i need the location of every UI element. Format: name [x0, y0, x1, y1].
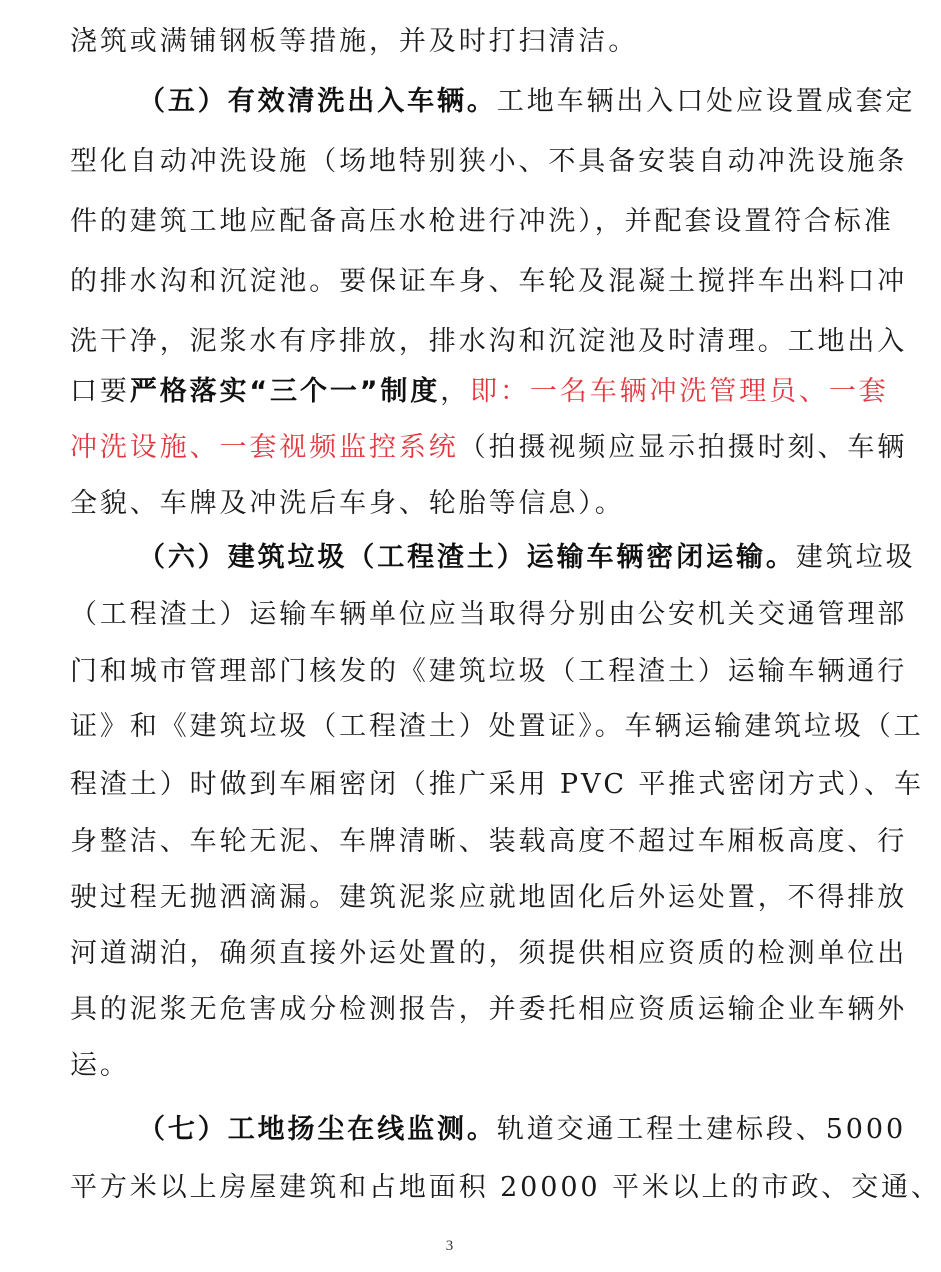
three-one-system-emphasis: 严格落实“三个一”制度	[129, 376, 441, 407]
section-7-heading: （七）工地扬尘在线监测。	[138, 1114, 497, 1145]
text-line-6: 洗干净，泥浆水有序排放，排水沟和沉淀池及时清理。工地出入	[70, 326, 908, 357]
text-line-3: 型化自动冲洗设施（场地特别狭小、不具备安装自动冲洗设施条	[70, 146, 908, 177]
text-line-17: 河道湖泊，确须直接外运处置的，须提供相应资质的检测单位出	[70, 938, 908, 969]
text-line-18: 具的泥浆无危害成分检测报告，并委托相应资质运输企业车辆外	[70, 994, 908, 1025]
red-highlight-text: 即：一名车辆冲洗管理员、一套	[470, 376, 889, 407]
text-line-14: 程渣土）时做到车厢密闭（推广采用 PVC 平推式密闭方式）、车	[70, 769, 924, 800]
section-7-heading-line: （七）工地扬尘在线监测。轨道交通工程土建标段、5000	[138, 1114, 907, 1145]
text-line-5: 的排水沟和沉淀池。要保证车身、车轮及混凝土搅拌车出料口冲	[70, 266, 908, 297]
text-line-15: 身整洁、车轮无泥、车牌清晰、装载高度不超过车厢板高度、行	[70, 826, 908, 857]
text-line-11: （工程渣土）运输车辆单位应当取得分别由公安机关交通管理部	[70, 599, 908, 630]
red-highlight-text-continued: 冲洗设施、一套视频监控系统	[70, 432, 459, 463]
text-line-9: 全貌、车牌及冲洗后车身、轮胎等信息）。	[70, 488, 625, 519]
section-6-heading: （六）建筑垃圾（工程渣土）运输车辆密闭运输。	[138, 542, 796, 573]
section-5-heading-line: （五）有效清洗出入车辆。工地车辆出入口处应设置成套定	[138, 86, 916, 117]
section-6-heading-line: （六）建筑垃圾（工程渣土）运输车辆密闭运输。建筑垃圾	[138, 542, 916, 573]
text-line-16: 驶过程无抛洒滴漏。建筑泥浆应就地固化后外运处置，不得排放	[70, 882, 908, 913]
page-number: 3	[445, 1238, 454, 1254]
text-line-12: 门和城市管理部门核发的《建筑垃圾（工程渣土）运输车辆通行	[70, 656, 908, 687]
text-line-13: 证》和《建筑垃圾（工程渣土）处置证》。车辆运输建筑垃圾（工	[70, 711, 924, 742]
section-5-heading: （五）有效清洗出入车辆。	[138, 86, 497, 117]
text-line-19: 运。	[70, 1050, 130, 1081]
text-line-8: 冲洗设施、一套视频监控系统（拍摄视频应显示拍摄时刻、车辆	[70, 432, 908, 463]
text-line-4: 件的建筑工地应配备高压水枪进行冲洗），并配套设置符合标准	[70, 206, 894, 237]
text-line-21: 平方米以上房屋建筑和占地面积 20000 平米以上的市政、交通、	[70, 1172, 941, 1203]
text-line-1: 浇筑或满铺钢板等措施，并及时打扫清洁。	[70, 26, 639, 57]
text-line-7: 口要严格落实“三个一”制度，即：一名车辆冲洗管理员、一套	[70, 376, 889, 407]
